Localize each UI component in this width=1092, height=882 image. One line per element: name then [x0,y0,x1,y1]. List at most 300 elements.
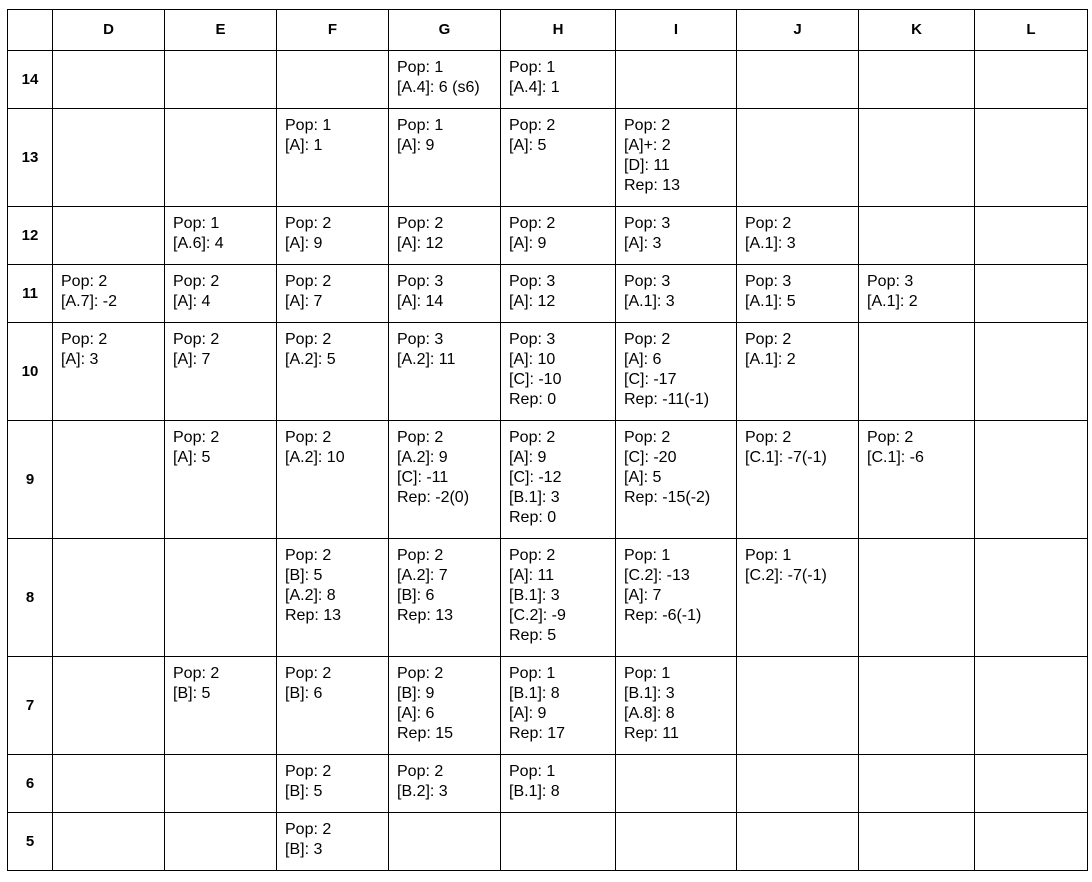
cell-content [389,657,500,744]
grid-cell[interactable] [737,265,859,323]
grid-cell[interactable] [389,109,501,207]
grid-cell[interactable] [277,323,389,421]
grid-cell[interactable] [859,421,975,539]
cell-text-line: Pop: 1 [285,117,332,134]
cell-text-line: Pop: 2 [624,331,671,348]
cell-content [165,755,276,762]
cell-content [616,207,736,254]
grid-cell[interactable] [389,539,501,657]
cell-text-line: [A]: 9 [509,235,547,252]
grid-cell[interactable] [501,755,616,813]
cell-content [859,421,974,468]
cell-text-line: Pop: 2 [285,331,332,348]
sheet-row [8,51,1088,109]
cell-content [53,813,164,820]
cell-text-line: Pop: 2 [745,215,792,232]
cell-text-line: Pop: 2 [397,215,444,232]
grid-cell[interactable] [859,755,975,813]
grid-cell[interactable] [277,813,389,871]
cell-content [859,207,974,214]
cell-content [975,323,1087,330]
grid-cell[interactable] [616,813,737,871]
sheet-body [8,51,1088,871]
grid-cell[interactable] [165,323,277,421]
cell-text-line: [C.2]: -13 [624,567,690,584]
grid-cell[interactable] [165,421,277,539]
sheet-row [8,109,1088,207]
cell-text-line: [A]: 4 [173,293,211,310]
grid-cell[interactable] [389,265,501,323]
cell-content [501,755,615,802]
grid-cell[interactable] [737,813,859,871]
cell-content [501,109,615,156]
grid-cell[interactable] [501,813,616,871]
cell-text-line: Rep: 11 [624,725,679,742]
grid-cell[interactable] [859,323,975,421]
cell-text-line: [A.2]: 5 [285,351,336,368]
cell-content [277,421,388,468]
cell-text-line: Rep: -2(0) [397,489,470,506]
grid-cell[interactable] [737,51,859,109]
cell-text-line: Pop: 3 [745,273,792,290]
column-header-d[interactable]: D [53,10,165,51]
row-header[interactable]: 8 [8,539,53,657]
cell-text-line: [B.1]: 3 [509,489,560,506]
grid-cell[interactable] [389,51,501,109]
cell-content [737,421,858,468]
cell-content [53,323,164,370]
cell-text-line: [B.1]: 8 [509,783,560,800]
column-header-h[interactable]: H [501,10,616,51]
cell-content [859,265,974,312]
grid-cell[interactable] [165,265,277,323]
grid-cell[interactable] [737,657,859,755]
cell-content [975,109,1087,116]
cell-content [975,813,1087,820]
cell-text-line: [A.4]: 6 (s6) [397,79,480,96]
grid-cell[interactable] [53,323,165,421]
cell-text-line: [C.2]: -7(-1) [745,567,827,584]
grid-cell[interactable] [975,109,1088,207]
cell-text-line: Pop: 2 [867,429,914,446]
grid-cell[interactable] [616,265,737,323]
row-header[interactable]: 13 [8,109,53,207]
column-header-l[interactable]: L [975,10,1088,51]
cell-text-line: Pop: 2 [509,117,556,134]
cell-text-line: [B.1]: 8 [509,685,560,702]
grid-cell[interactable] [53,265,165,323]
row-header[interactable]: 5 [8,813,53,871]
sheet-row [8,657,1088,755]
cell-text-line: Pop: 2 [624,429,671,446]
cell-content [389,51,500,98]
cell-content [737,657,858,664]
sheet-row [8,265,1088,323]
grid-cell[interactable] [975,323,1088,421]
cell-content [737,813,858,820]
grid-cell[interactable] [501,51,616,109]
cell-text-line: [A]: 5 [624,469,662,486]
grid-cell[interactable] [616,755,737,813]
cell-text-line: Pop: 2 [173,331,220,348]
cell-content [165,421,276,468]
sheet-row [8,539,1088,657]
cell-content [277,265,388,312]
grid-cell[interactable] [737,207,859,265]
grid-cell[interactable] [277,51,389,109]
grid-cell[interactable] [859,657,975,755]
cell-text-line: Pop: 3 [397,273,444,290]
cell-text-line: [B]: 6 [285,685,323,702]
cell-text-line: [C]: -12 [509,469,562,486]
grid-cell[interactable] [975,539,1088,657]
cell-text-line: Pop: 3 [867,273,914,290]
grid-cell[interactable] [975,207,1088,265]
grid-cell[interactable] [277,207,389,265]
cell-content [975,265,1087,272]
grid-cell[interactable] [737,109,859,207]
column-header-e[interactable]: E [165,10,277,51]
cell-content [165,265,276,312]
grid-cell[interactable] [975,755,1088,813]
cell-text-line: Pop: 2 [397,763,444,780]
cell-text-line: [B]: 9 [397,685,435,702]
cell-content [737,755,858,762]
grid-cell[interactable] [389,421,501,539]
cell-text-line: Pop: 2 [624,117,671,134]
column-header-k[interactable]: K [859,10,975,51]
grid-cell[interactable] [277,265,389,323]
grid-cell[interactable] [165,755,277,813]
cell-text-line: [A]: 3 [624,235,662,252]
cell-text-line: [A]+: 2 [624,137,671,154]
grid-cell[interactable] [975,421,1088,539]
cell-text-line: Pop: 2 [61,331,108,348]
grid-cell[interactable] [616,51,737,109]
cell-content [616,109,736,196]
cell-text-line: Rep: -11(-1) [624,391,710,408]
cell-content [277,813,388,860]
cell-content [277,51,388,58]
grid-cell[interactable] [501,265,616,323]
grid-cell[interactable] [277,109,389,207]
grid-cell[interactable] [859,539,975,657]
cell-text-line: [A.2]: 10 [285,449,345,466]
grid-cell[interactable] [616,539,737,657]
grid-cell[interactable] [501,421,616,539]
cell-text-line: [A]: 10 [509,351,556,368]
grid-cell[interactable] [859,813,975,871]
column-header-g[interactable]: G [389,10,501,51]
cell-text-line: Pop: 2 [173,273,220,290]
grid-cell[interactable] [737,323,859,421]
cell-text-line: Rep: 5 [509,627,557,644]
cell-content [501,323,615,410]
grid-cell[interactable] [389,207,501,265]
cell-content [975,539,1087,546]
grid-cell[interactable] [975,813,1088,871]
cell-text-line: [A]: 7 [624,587,662,604]
cell-text-line: Pop: 2 [285,821,332,838]
cell-text-line: [A.1]: 5 [745,293,796,310]
cell-text-line: [A]: 12 [509,293,556,310]
cell-content [501,207,615,254]
grid-cell[interactable] [975,265,1088,323]
grid-cell[interactable] [616,657,737,755]
grid-cell[interactable] [975,51,1088,109]
cell-content [975,51,1087,58]
cell-content [859,755,974,762]
cell-content [389,323,500,370]
cell-content [501,51,615,98]
cell-text-line: Rep: 15 [397,725,454,742]
cell-content [975,657,1087,664]
grid-cell[interactable] [53,109,165,207]
cell-content [165,323,276,370]
cell-content [616,421,736,508]
grid-cell[interactable] [53,421,165,539]
cell-text-line: [B]: 6 [397,587,435,604]
row-header[interactable]: 9 [8,421,53,539]
cell-text-line: [A]: 9 [285,235,323,252]
cell-text-line: [A]: 9 [509,705,547,722]
cell-content [165,539,276,546]
sheet-row [8,421,1088,539]
cell-content [975,421,1087,428]
cell-text-line: Rep: 0 [509,391,557,408]
cell-content [859,323,974,330]
cell-text-line: [B.2]: 3 [397,783,448,800]
cell-content [737,207,858,254]
cell-content [859,51,974,58]
cell-content [616,265,736,312]
cell-text-line: Pop: 2 [745,331,792,348]
grid-cell[interactable] [737,539,859,657]
cell-text-line: [A.2]: 11 [397,351,456,368]
grid-cell[interactable] [616,323,737,421]
corner-header [8,10,53,51]
grid-cell[interactable] [501,109,616,207]
grid-cell[interactable] [165,51,277,109]
cell-content [389,109,500,156]
cell-text-line: [A.2]: 9 [397,449,448,466]
row-header[interactable]: 6 [8,755,53,813]
cell-text-line: [A]: 9 [509,449,547,466]
cell-text-line: Pop: 2 [285,273,332,290]
row-header[interactable]: 12 [8,207,53,265]
cell-content [165,109,276,116]
cell-content [53,755,164,762]
cell-content [389,207,500,254]
cell-text-line: [A]: 1 [285,137,323,154]
row-header[interactable]: 14 [8,51,53,109]
cell-text-line: [B.1]: 3 [624,685,675,702]
cell-text-line: [A.8]: 8 [624,705,675,722]
cell-text-line: [A]: 7 [285,293,323,310]
column-header-f[interactable]: F [277,10,389,51]
column-header-row [8,10,1088,51]
cell-text-line: Pop: 1 [173,215,220,232]
cell-text-line: [C.1]: -6 [867,449,924,466]
grid-cell[interactable] [53,657,165,755]
cell-text-line: Rep: 17 [509,725,566,742]
cell-content [859,657,974,664]
cell-content [165,813,276,820]
cell-content [165,207,276,254]
cell-text-line: [A]: 3 [61,351,99,368]
cell-content [53,109,164,116]
cell-content [859,539,974,546]
cell-text-line: Pop: 3 [397,331,444,348]
grid-cell[interactable] [53,51,165,109]
cell-text-line: [A]: 14 [397,293,444,310]
cell-text-line: Rep: 0 [509,509,557,526]
cell-text-line: [C.2]: -9 [509,607,566,624]
grid-cell[interactable] [616,421,737,539]
grid-cell[interactable] [737,421,859,539]
grid-cell[interactable] [389,813,501,871]
cell-content [737,109,858,116]
grid-cell[interactable] [277,755,389,813]
grid-cell[interactable] [501,207,616,265]
cell-content [737,51,858,58]
grid-cell[interactable] [501,657,616,755]
grid-cell[interactable] [859,265,975,323]
cell-content [277,323,388,370]
cell-text-line: Pop: 3 [509,273,556,290]
cell-content [165,657,276,704]
cell-text-line: Pop: 1 [509,59,556,76]
cell-text-line: [C]: -10 [509,371,562,388]
cell-text-line: [A.7]: -2 [61,293,118,310]
cell-content [277,539,388,626]
grid-cell[interactable] [389,657,501,755]
cell-content [277,755,388,802]
cell-content [616,323,736,410]
cell-text-line: Pop: 1 [624,665,671,682]
cell-content [859,109,974,116]
grid-cell[interactable] [975,657,1088,755]
cell-text-line: [A]: 5 [173,449,211,466]
grid-cell[interactable] [53,755,165,813]
row-header[interactable]: 7 [8,657,53,755]
cell-content [389,421,500,508]
row-header[interactable]: 10 [8,323,53,421]
cell-text-line: [A]: 6 [624,351,662,368]
column-header-j[interactable]: J [737,10,859,51]
grid-cell[interactable] [165,813,277,871]
cell-content [501,813,615,820]
cell-text-line: Rep: 13 [397,607,454,624]
grid-cell[interactable] [53,813,165,871]
cell-text-line: Pop: 3 [624,273,671,290]
cell-text-line: Pop: 1 [397,117,444,134]
cell-content [975,755,1087,762]
cell-text-line: [B.1]: 3 [509,587,560,604]
grid-cell[interactable] [165,539,277,657]
grid-cell[interactable] [277,539,389,657]
cell-text-line: Pop: 2 [285,429,332,446]
cell-text-line: Rep: 13 [285,607,342,624]
grid-cell[interactable] [616,207,737,265]
cell-text-line: [A.2]: 7 [397,567,448,584]
column-header-i[interactable]: I [616,10,737,51]
grid-cell[interactable] [53,207,165,265]
cell-content [975,207,1087,214]
cell-text-line: [B]: 5 [285,567,323,584]
grid-cell[interactable] [53,539,165,657]
cell-content [501,265,615,312]
cell-content [501,539,615,646]
cell-text-line: Pop: 2 [285,763,332,780]
cell-content [859,813,974,820]
cell-text-line: [A.1]: 3 [745,235,796,252]
grid-cell[interactable] [859,51,975,109]
cell-content [737,265,858,312]
cell-content [616,539,736,626]
grid-cell[interactable] [501,323,616,421]
cell-content [389,539,500,626]
cell-content [165,51,276,58]
cell-text-line: Pop: 1 [397,59,444,76]
cell-content [277,207,388,254]
cell-text-line: [B]: 3 [285,841,323,858]
grid-cell[interactable] [859,207,975,265]
cell-text-line: Pop: 1 [624,547,671,564]
grid-cell[interactable] [737,755,859,813]
grid-cell[interactable] [165,207,277,265]
cell-content [616,51,736,58]
grid-cell[interactable] [389,323,501,421]
cell-content [53,207,164,214]
grid-cell[interactable] [277,421,389,539]
grid-cell[interactable] [616,109,737,207]
cell-content [389,813,500,820]
grid-cell[interactable] [389,755,501,813]
grid-cell[interactable] [165,657,277,755]
grid-cell[interactable] [165,109,277,207]
cell-content [501,421,615,528]
cell-content [616,813,736,820]
cell-text-line: [A]: 11 [509,567,555,584]
cell-text-line: Pop: 2 [509,547,556,564]
cell-text-line: [A.1]: 2 [867,293,918,310]
cell-text-line: Pop: 1 [509,665,556,682]
cell-content [737,539,858,586]
cell-text-line: [A.1]: 2 [745,351,796,368]
cell-content [277,109,388,156]
grid-cell[interactable] [501,539,616,657]
cell-text-line: Pop: 3 [509,331,556,348]
cell-text-line: Pop: 2 [61,273,108,290]
cell-text-line: [B]: 5 [285,783,323,800]
cell-content [389,755,500,802]
row-header[interactable]: 11 [8,265,53,323]
cell-content [389,265,500,312]
cell-content [501,657,615,744]
cell-text-line: Pop: 1 [745,547,792,564]
cell-text-line: Pop: 1 [509,763,556,780]
sheet-row [8,207,1088,265]
cell-text-line: [A]: 12 [397,235,444,252]
cell-text-line: Rep: -15(-2) [624,489,711,506]
cell-text-line: Pop: 3 [624,215,671,232]
cell-text-line: Pop: 2 [509,429,556,446]
grid-cell[interactable] [859,109,975,207]
grid-cell[interactable] [277,657,389,755]
cell-text-line: Pop: 2 [173,665,220,682]
cell-text-line: Rep: -6(-1) [624,607,702,624]
